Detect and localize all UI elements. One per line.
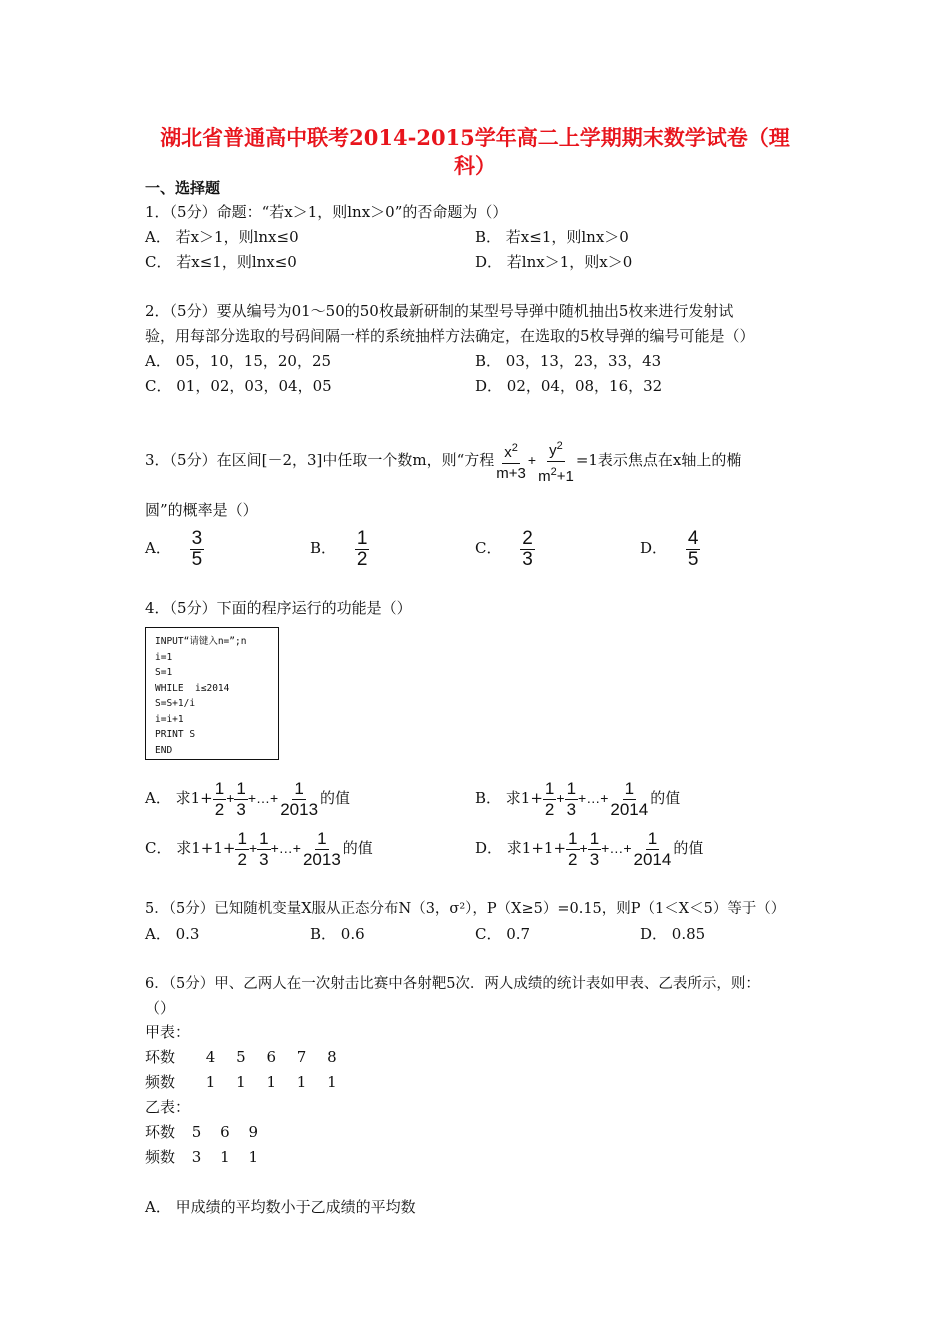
frac-x-denominator: m+3 xyxy=(496,465,526,482)
frac-third xyxy=(565,779,578,820)
table-cell: 7 xyxy=(296,1048,307,1066)
half-numerator: 1 xyxy=(237,828,247,848)
last-numerator: 1 xyxy=(294,778,304,798)
table-yi-row-freq xyxy=(145,1146,258,1168)
option-b-label: B． xyxy=(310,539,337,557)
plus-sign: + xyxy=(226,790,235,806)
last-numerator: 1 xyxy=(317,828,327,848)
question-2-option-a: A． 05，10，15，20，25 xyxy=(145,352,332,370)
last-denominator: 2014 xyxy=(633,849,672,869)
table-cell: 频数 xyxy=(145,1073,176,1091)
program-code-box xyxy=(145,627,279,760)
table-cell: 1 xyxy=(327,1073,337,1091)
question-4-option-c xyxy=(145,826,373,870)
question-1-option-a: A． 若x＞1，则lnx≤0 xyxy=(145,228,299,246)
last-denominator: 2013 xyxy=(280,799,319,819)
option-b-fraction xyxy=(355,529,370,570)
suffix-text: 的值 xyxy=(342,839,373,857)
option-a-fraction xyxy=(190,529,205,570)
table-cell: 1 xyxy=(205,1073,216,1091)
option-d-numerator: 4 xyxy=(687,527,699,549)
option-d-denominator: 5 xyxy=(687,548,699,570)
frac-y-numerator: y xyxy=(549,441,557,459)
frac-y-den-plus-one: +1 xyxy=(556,467,574,485)
third-numerator: 1 xyxy=(566,778,577,798)
table-cell: 4 xyxy=(205,1048,216,1066)
question-2-stem-line1: 2．（5分）要从编号为01～50的50枚最新研制的某型号导弹中随机抽出5枚来进行发射试 xyxy=(145,302,734,320)
third-numerator: 1 xyxy=(236,778,246,798)
third-denominator: 3 xyxy=(566,799,577,819)
option-c-numerator: 2 xyxy=(522,527,533,549)
frac-x-numerator: x xyxy=(504,444,512,461)
frac-third xyxy=(234,779,247,820)
frac-third xyxy=(588,829,601,870)
exam-title-line1: 湖北省普通高中联考2014-2015学年高二上学期期末数学试卷（理 xyxy=(160,125,790,150)
frac-y-den-m: m xyxy=(538,467,551,485)
frac-last xyxy=(632,829,674,870)
question-3-option-b xyxy=(310,526,369,570)
half-denominator: 2 xyxy=(214,799,225,819)
table-cell: 3 xyxy=(191,1148,202,1166)
question-3-stem-line1 xyxy=(145,432,741,488)
question-6-stem-line1: 6．（5分）甲、乙两人在一次射击比赛中各射靶5次．两人成绩的统计表如甲表、乙表所示，则： xyxy=(145,976,760,992)
plus-sign: + xyxy=(527,452,537,468)
question-3-option-d xyxy=(640,526,700,570)
table-cell: 1 xyxy=(236,1073,246,1091)
plus-sign: + xyxy=(579,840,588,856)
question-3-post-text: =1表示焦点在x轴上的椭 xyxy=(575,451,742,469)
option-c-fraction xyxy=(520,529,535,570)
frac-last xyxy=(608,779,650,820)
frac-half xyxy=(543,779,556,820)
table-cell: 1 xyxy=(296,1073,307,1091)
table-cell: 1 xyxy=(220,1148,230,1166)
frac-last xyxy=(278,779,320,820)
frac-third xyxy=(257,829,270,870)
frac-last xyxy=(301,829,343,870)
table-yi-label: 乙表： xyxy=(145,1098,191,1116)
question-5-option-a: A． 0.3 xyxy=(145,925,200,943)
equation-fraction-x xyxy=(494,438,528,484)
table-cell: 1 xyxy=(266,1073,276,1091)
question-4-option-d xyxy=(475,826,703,870)
last-denominator: 2014 xyxy=(610,799,649,819)
table-cell: 环数 xyxy=(145,1048,176,1066)
plus-sign: + xyxy=(248,840,258,856)
plus-sign: + xyxy=(556,790,565,806)
table-cell: 8 xyxy=(327,1048,337,1066)
question-2-option-c: C． 01，02，03，04，05 xyxy=(145,377,332,395)
suffix-text: 的值 xyxy=(320,789,351,807)
ellipsis-plus: +…+ xyxy=(601,840,632,856)
table-cell: 5 xyxy=(191,1123,202,1141)
option-c-label: C． 求1+1+ xyxy=(145,839,236,857)
half-numerator: 1 xyxy=(544,778,555,798)
question-4-option-b xyxy=(475,776,680,820)
ellipsis-plus: +…+ xyxy=(270,840,301,856)
question-1-option-c: C． 若x≤1，则lnx≤0 xyxy=(145,253,297,271)
third-denominator: 3 xyxy=(236,799,246,819)
question-4-option-a xyxy=(145,776,350,820)
frac-y-exponent: 2 xyxy=(556,439,563,452)
half-numerator: 1 xyxy=(568,828,578,848)
table-jia-row-freq xyxy=(145,1071,337,1093)
option-a-numerator: 3 xyxy=(191,527,203,549)
question-4-stem: 4．（5分）下面的程序运行的功能是（） xyxy=(145,599,412,617)
table-cell: 1 xyxy=(248,1148,258,1166)
third-denominator: 3 xyxy=(589,849,600,869)
last-numerator: 1 xyxy=(624,778,635,798)
table-cell: 5 xyxy=(236,1048,246,1066)
last-denominator: 2013 xyxy=(302,849,341,869)
table-cell: 频数 xyxy=(145,1148,176,1166)
question-3-option-c xyxy=(475,526,535,570)
option-b-denominator: 2 xyxy=(356,548,368,570)
third-numerator: 1 xyxy=(589,828,600,848)
question-5-stem: 5．（5分）已知随机变量X服从正态分布N（3，σ²），P（X≥5）=0.15，则P（1＜X＜5）等于（） xyxy=(145,901,786,917)
ellipsis-plus: +…+ xyxy=(247,790,279,806)
frac-half xyxy=(235,829,248,870)
question-1-option-d: D． 若lnx＞1，则x＞0 xyxy=(475,253,633,271)
suffix-text: 的值 xyxy=(673,839,704,857)
suffix-text: 的值 xyxy=(650,789,681,807)
frac-y-den-exponent: 2 xyxy=(550,465,557,478)
table-jia-row-rings xyxy=(145,1046,337,1068)
option-c-denominator: 3 xyxy=(522,548,533,570)
section-heading: 一、选择题 xyxy=(145,179,221,197)
option-b-numerator: 1 xyxy=(356,527,368,549)
option-d-label: D． 求1+1+ xyxy=(475,839,567,857)
table-jia-label: 甲表： xyxy=(145,1023,191,1041)
option-a-label: A． xyxy=(145,539,171,557)
question-2-stem-line2: 验，用每部分选取的号码间隔一样的系统抽样方法确定，在选取的5枚导弹的编号可能是（） xyxy=(145,327,755,345)
table-cell: 6 xyxy=(220,1123,230,1141)
frac-half xyxy=(566,829,579,870)
table-cell: 9 xyxy=(248,1123,258,1141)
option-c-label: C． xyxy=(475,539,502,557)
option-d-label: D． xyxy=(640,539,668,557)
equation-fraction-y xyxy=(536,436,576,487)
frac-x-exponent: 2 xyxy=(511,442,518,454)
table-cell: 6 xyxy=(266,1048,276,1066)
half-numerator: 1 xyxy=(214,778,225,798)
question-6-stem-line2: （） xyxy=(145,999,176,1017)
question-2-option-b: B． 03，13，23，33，43 xyxy=(475,352,662,370)
question-3-option-a xyxy=(145,526,204,570)
last-numerator: 1 xyxy=(647,828,658,848)
option-a-label: A． 求1+ xyxy=(145,789,213,807)
question-2-option-d: D． 02，04，08，16，32 xyxy=(475,377,663,395)
third-numerator: 1 xyxy=(259,828,269,848)
question-1-stem: 1．（5分）命题：“若x＞1，则lnx＞0”的否命题为（） xyxy=(145,203,508,221)
half-denominator: 2 xyxy=(568,849,578,869)
question-5-option-c: C． 0.7 xyxy=(475,925,531,943)
question-5-option-d: D． 0.85 xyxy=(640,925,706,943)
half-denominator: 2 xyxy=(544,799,555,819)
exam-title-line2: 科） xyxy=(454,153,496,178)
table-yi-row-rings xyxy=(145,1121,258,1143)
frac-half xyxy=(213,779,226,820)
option-d-fraction xyxy=(686,529,701,570)
question-3-stem-line2: 圆”的概率是（） xyxy=(145,501,258,519)
third-denominator: 3 xyxy=(259,849,269,869)
table-cell: 环数 xyxy=(145,1123,176,1141)
question-3-pre-text: 3．（5分）在区间[－2，3]中任取一个数m，则“方程 xyxy=(145,451,495,469)
half-denominator: 2 xyxy=(237,849,247,869)
option-b-label: B． 求1+ xyxy=(475,789,543,807)
question-1-option-b: B． 若x≤1，则lnx＞0 xyxy=(475,228,629,246)
question-5-option-b: B． 0.6 xyxy=(310,925,365,943)
program-code: INPUT“请键入n=”;n i=1 S=1 WHILE i≤2014 S=S+1/i i=i+1 PRINT S END xyxy=(155,636,247,756)
ellipsis-plus: +…+ xyxy=(578,790,609,806)
option-a-denominator: 5 xyxy=(191,548,203,570)
question-6-option-a: A． 甲成绩的平均数小于乙成绩的平均数 xyxy=(145,1198,416,1216)
